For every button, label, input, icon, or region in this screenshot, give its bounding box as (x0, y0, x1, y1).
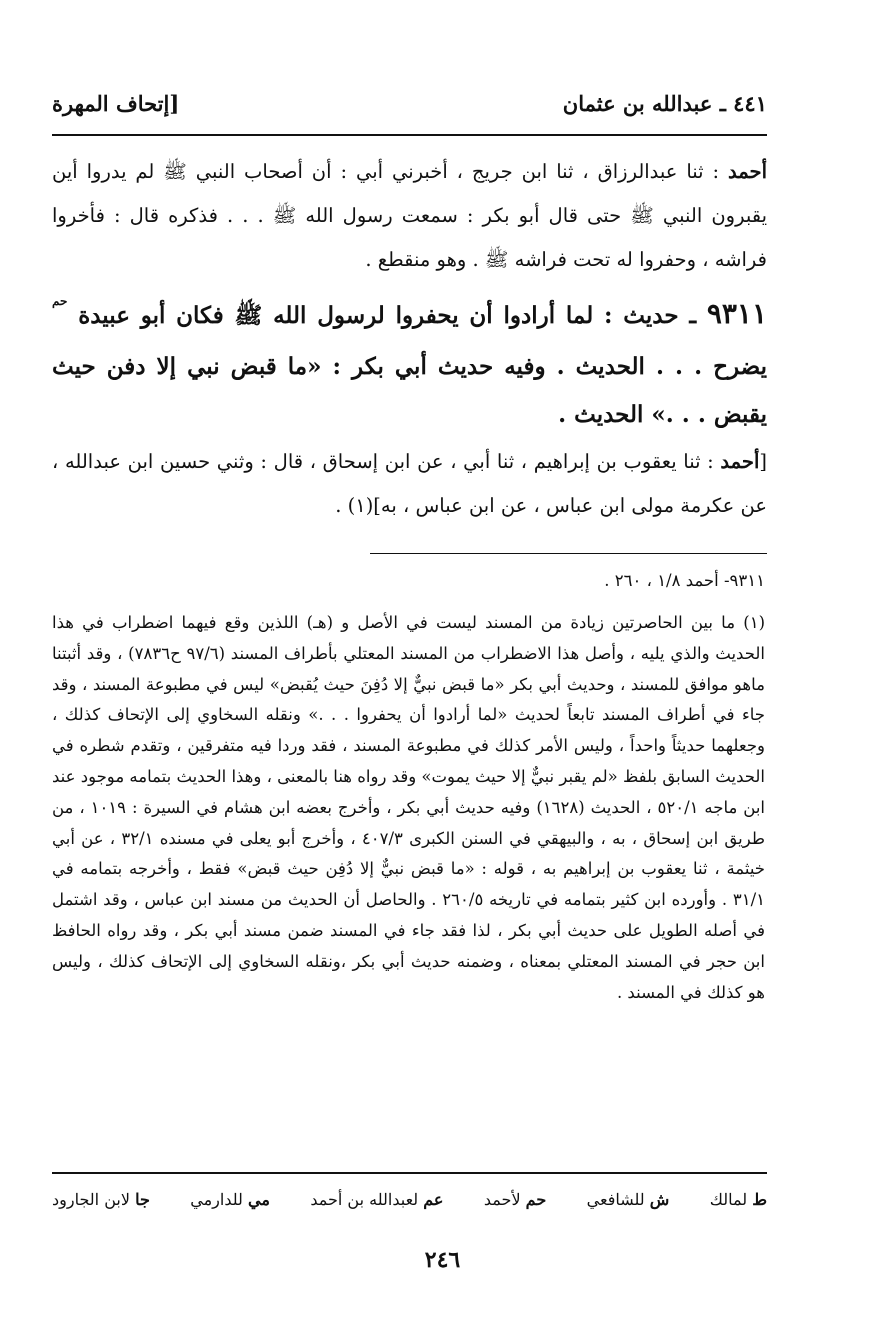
narrator-name: أحمد (720, 450, 760, 473)
abbr-item: ش للشافعي (586, 1190, 670, 1209)
paragraph-ahmad-1 (52, 150, 767, 282)
page-number: ٢٤٦ (424, 1247, 461, 1273)
hadith-text-b: يضرح . . . الحديث . وفيه حديث أبي بكر : «ما قبض نبي إلا دفن حيث يقبض . . .» الحديث . (52, 353, 767, 428)
hadith-entry (52, 290, 767, 439)
footnote-text: (١) ما بين الحاصرتين زيادة من المسند ليست في الأصل و (هـ) اللذين وقع فيهما اضطراب في هذا الحديث والذي يليه ، وأصل هذا الاضطراب من المسند المعتلي بأطراف المسند (٩٧/٦ ح٧٨٣٦) ، وقد أثبتنا ماهو موافق للمسند ، وحديث أبي بكر «ما قبض نبيٌّ إلا دُفِنَ حيث يُقبض» ليس في مطبوعة المسند ، وقد جاء في أطراف المسند تابعاً لحديث «لما أرادوا أن يحفروا . . .» ونقله السخاوي إلى الإتحاف كذلك ، وجعلهما حديثاً واحداً ، وليس الأمر كذلك في مطبوعة المسند ، فقد وردا فيه متفرقين ، وتقدم شطره في الحديث السابق بلفظ «لم يقبر نبيٌّ إلا حيث يموت» وقد رواه هنا بالمعنى ، وهذا الحديث بتمامه موجود عند ابن ماجه ٥٢٠/١ ، الحديث (١٦٢٨) وفيه حديث أبي بكر ، وأخرج بعضه ابن هشام في السيرة : ١٠١٩ ، من طريق ابن إسحاق ، به ، والبيهقي في السنن الكبرى ٤٠٧/٣ ، وأخرج أبو يعلى في مسنده ٣٢/١ ، عن أبي خيثمة ، ثنا يعقوب بن إبراهيم به ، قوله : «ما قبض نبيٌّ إلا دُفِن حيث قبض» فقط ، وأخرجه بتمامه في ٣١/١ . وأورده ابن كثير بتمامه في تاريخه ٢٦٠/٥ . والحاصل أن الحديث من مسند ابن عباس ، وقد اشتمل في أصله الطويل على حديث أبي بكر ، لذا فقد جاء في المسند ضمن مسند أبي بكر ، وقد رواه الحافظ ابن حجر في المسند المعتلي بمعناه ، وضمنه حديث أبي بكر ،ونقله السخاوي إلى الإتحاف كذلك ، وليس هو كذلك في المسند . (52, 613, 765, 1002)
abbr-item: جا لابن الجارود (52, 1190, 150, 1209)
running-header (52, 88, 767, 118)
abbr-item: مي للدارمي (190, 1190, 270, 1209)
header-chapter-title: ٤٤١ ـ عبدالله بن عثمان (562, 90, 767, 116)
hadith-number: ٩٣١١ (706, 297, 767, 330)
hadith-text-a: ـ حديث : لما أرادوا أن يحفروا لرسول الله ﷺ فكان أبو عبيدة (67, 302, 707, 329)
header-rule (52, 134, 767, 136)
narrator-name: أحمد (728, 160, 767, 183)
abbr-item: حم لأحمد (483, 1190, 547, 1209)
paragraph-ahmad-2 (52, 440, 767, 528)
source-marker: حم (52, 294, 68, 308)
abbr-item: ط لمالك (709, 1190, 767, 1209)
abbr-item: عم لعبدالله بن أحمد (310, 1190, 444, 1209)
bracket-open: [ (759, 450, 767, 473)
footnote-rule (370, 553, 767, 554)
header-book-title: [إتحاف المهرة (52, 90, 180, 116)
abbreviation-key (52, 1190, 767, 1222)
paragraph-text: : ثنا عبدالرزاق ، ثنا ابن جريج ، أخبرني أبي : أن أصحاب النبي ﷺ لم يدروا أين يقبرون النبي ﷺ حتى قال أبو بكر : سمعت رسول الله ﷺ . . . فذكره قال : فأخروا فراشه ، وحفروا له تحت فراشه ﷺ . وهو منقطع . (52, 160, 767, 271)
paragraph-text: : ثنا يعقوب بن إبراهيم ، ثنا أبي ، عن ابن إسحاق ، قال : وثني حسين ابن عبدالله ، عن عكرمة مولى ابن عباس ، عن ابن عباس ، به](١) . (52, 450, 767, 517)
abbreviation-rule (52, 1172, 767, 1174)
footnote-reference: ٩٣١١- أحمد ١/٨ ، ٢٦٠ . (604, 571, 765, 590)
